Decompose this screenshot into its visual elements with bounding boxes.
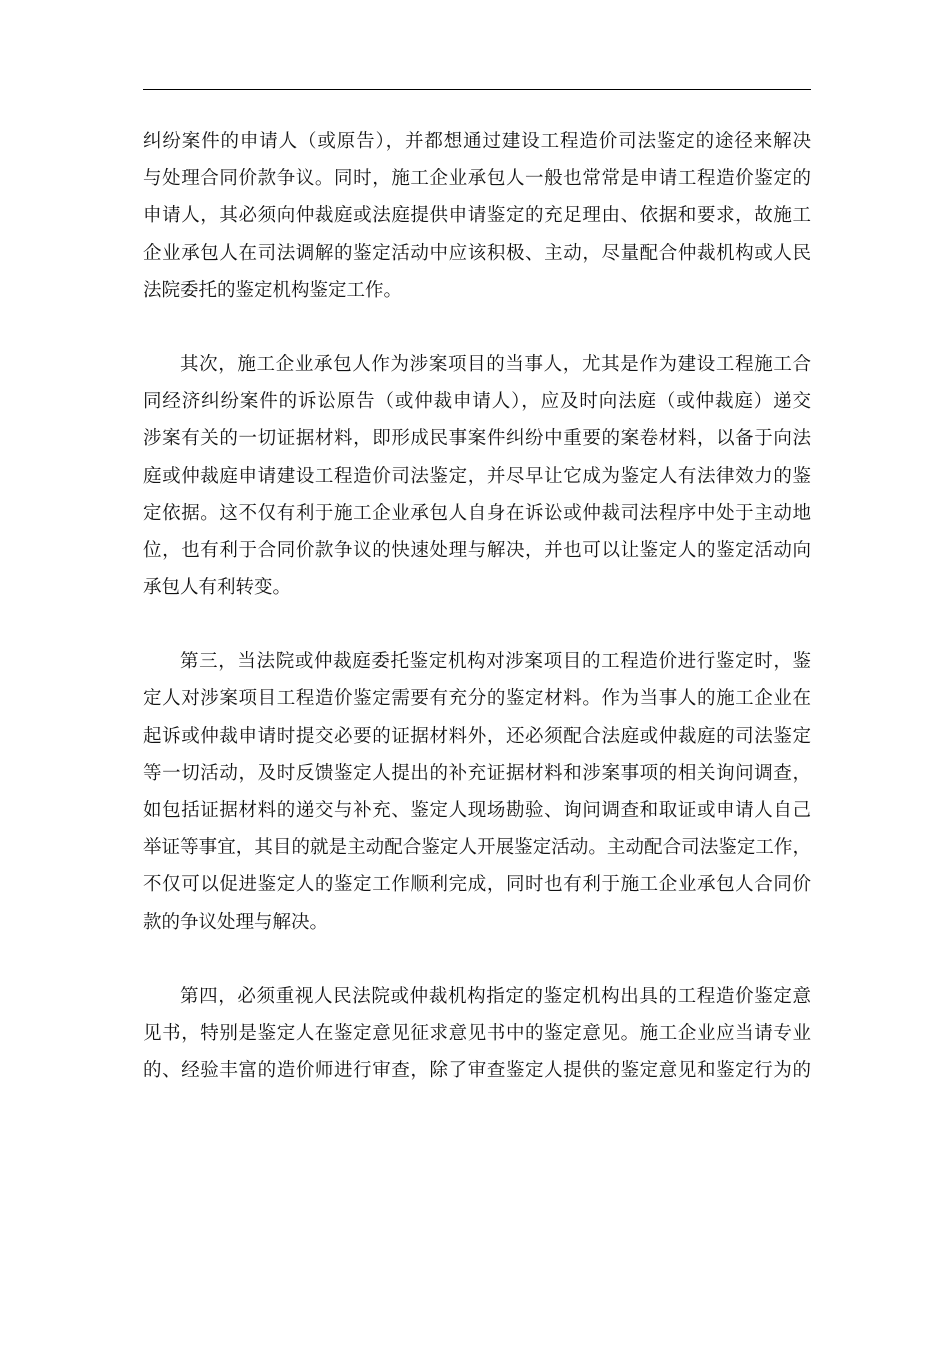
- text-line: 其次，施工企业承包人作为涉案项目的当事人，尤其是作为建设工程施工合: [180, 353, 811, 375]
- text-line: 法院委托的鉴定机构鉴定工作。: [143, 279, 403, 301]
- paragraph-2: [143, 346, 811, 606]
- text-line: 纠纷案件的申请人（或原告），并都想通过建设工程造价司法鉴定的途径来解决: [143, 131, 811, 152]
- header-rule: [143, 89, 811, 90]
- text-line: 起诉或仲裁申请时提交必要的证据材料外，还必须配合法庭或仲裁庭的司法鉴定: [143, 725, 811, 747]
- text-line: 举证等事宜，其目的就是主动配合鉴定人开展鉴定活动。主动配合司法鉴定工作，: [143, 837, 811, 859]
- text-line: 涉案有关的一切证据材料，即形成民事案件纠纷中重要的案卷材料，以备于向法: [143, 428, 811, 450]
- text-line: 的、经验丰富的造价师进行审查，除了审查鉴定人提供的鉴定意见和鉴定行为的: [143, 1060, 811, 1082]
- document-body: [143, 123, 811, 1089]
- text-line: 等一切活动，及时反馈鉴定人提出的补充证据材料和涉案事项的相关询问调查，: [143, 762, 811, 784]
- text-line: 同经济纠纷案件的诉讼原告（或仲裁申请人），应及时向法庭（或仲裁庭）递交: [143, 391, 811, 413]
- paragraph-4: [143, 978, 811, 1090]
- text-line: 定依据。这不仅有利于施工企业承包人自身在诉讼或仲裁司法程序中处于主动地: [143, 502, 811, 524]
- text-line: 不仅可以促进鉴定人的鉴定工作顺利完成，同时也有利于施工企业承包人合同价: [143, 874, 811, 896]
- text-line: 企业承包人在司法调解的鉴定活动中应该积极、主动，尽量配合仲裁机构或人民: [143, 242, 811, 264]
- text-line: 定人对涉案项目工程造价鉴定需要有充分的鉴定材料。作为当事人的施工企业在: [143, 688, 811, 710]
- text-line: 款的争议处理与解决。: [143, 911, 329, 933]
- text-line: 第四，必须重视人民法院或仲裁机构指定的鉴定机构出具的工程造价鉴定意: [180, 985, 811, 1007]
- text-line: 第三，当法院或仲裁庭委托鉴定机构对涉案项目的工程造价进行鉴定时，鉴: [180, 651, 811, 673]
- text-line: 如包括证据材料的递交与补充、鉴定人现场勘验、询问调查和取证或申请人自己: [143, 800, 811, 821]
- paragraph-1: [143, 123, 811, 309]
- paragraph-3: [143, 643, 811, 941]
- text-line: 见书，特别是鉴定人在鉴定意见征求意见书中的鉴定意见。施工企业应当请专业: [143, 1022, 811, 1044]
- text-line: 位，也有利于合同价款争议的快速处理与解决，并也可以让鉴定人的鉴定活动向: [143, 539, 811, 561]
- text-line: 申请人，其必须向仲裁庭或法庭提供申请鉴定的充足理由、依据和要求，故施工: [143, 205, 811, 227]
- text-line: 庭或仲裁庭申请建设工程造价司法鉴定，并尽早让它成为鉴定人有法律效力的鉴: [143, 465, 811, 487]
- text-line: 与处理合同价款争议。同时，施工企业承包人一般也常常是申请工程造价鉴定的: [143, 168, 811, 190]
- text-line: 承包人有利转变。: [143, 577, 292, 599]
